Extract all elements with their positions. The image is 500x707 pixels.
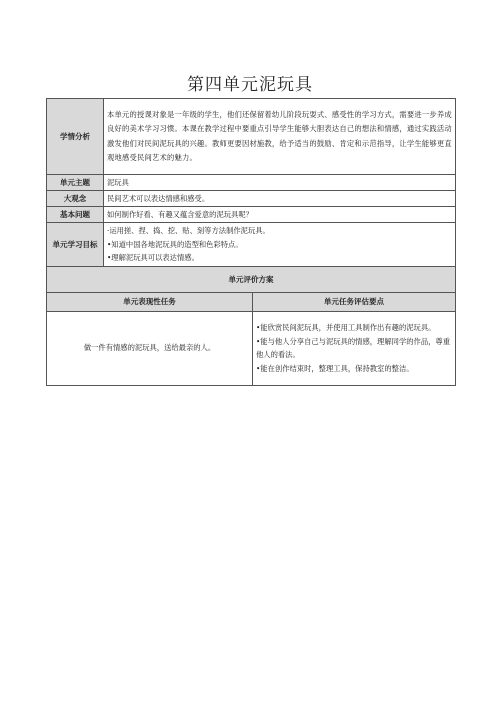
point-item: •能在创作结束时，整理工具，保持教室的整洁。 xyxy=(256,363,414,373)
point-item: •能与他人分享自己与泥玩具的情感，理解同学的作品，尊重他人的看法。 xyxy=(256,336,451,359)
point-item: •能欣赏民间泥玩具，并使用工具制作出有趣的泥玩具。 xyxy=(256,323,436,332)
label-situation: 学情分析 xyxy=(47,99,104,175)
row-theme xyxy=(47,175,456,191)
points-cell xyxy=(253,311,456,385)
row-eval-body xyxy=(47,311,456,385)
label-theme: 单元主题 xyxy=(47,175,104,191)
row-question xyxy=(47,207,456,223)
goal-item: •知道中国各地泥玩具的造型和色彩特点。 xyxy=(107,239,243,249)
goals-cell xyxy=(104,223,456,267)
situation-text: 本单元的授课对象是一年级的学生，他们还保留着幼儿阶段玩耍式、感受性的学习方式，需要进一步养成良好的美术学习习惯。本课在教学过程中要重点引导学生能够大胆表达自己的想法和情感，通过实践活动激发他们对民间泥玩具的兴趣。教师更要因材施教，给予适当的鼓励、肯定和示范指导，让学生能够更直观地感受民间艺术的魅力。 xyxy=(104,99,456,175)
label-big-idea: 大观念 xyxy=(47,191,104,207)
question-text: 如何制作好看、有趣又蕴含爱意的泥玩具呢？ xyxy=(104,207,456,223)
col-task-header: 单元表现性任务 xyxy=(47,292,253,311)
row-goals xyxy=(47,223,456,267)
page-title: 第四单元泥玩具 xyxy=(187,75,313,95)
task-text: 做一件有情感的泥玩具，送给最亲的人。 xyxy=(47,311,253,385)
evaluation-heading: 单元评价方案 xyxy=(47,266,456,292)
goal-item: ·运用搓、捏、捣、挖、贴、刻等方法制作泥玩具。 xyxy=(107,226,270,235)
goal-item: •理解泥玩具可以表达情感。 xyxy=(107,253,199,262)
big-idea-text: 民间艺术可以表达情感和感受。 xyxy=(104,191,456,207)
col-points-header: 单元任务评估要点 xyxy=(253,292,456,311)
label-goals: 单元学习目标 xyxy=(47,223,104,267)
label-question: 基本问题 xyxy=(47,207,104,223)
unit-plan-table xyxy=(46,98,456,386)
row-big-idea xyxy=(47,191,456,207)
row-situation xyxy=(47,99,456,175)
row-eval-heading xyxy=(47,266,456,292)
theme-text: 泥玩具 xyxy=(104,175,456,191)
row-eval-columns xyxy=(47,292,456,311)
